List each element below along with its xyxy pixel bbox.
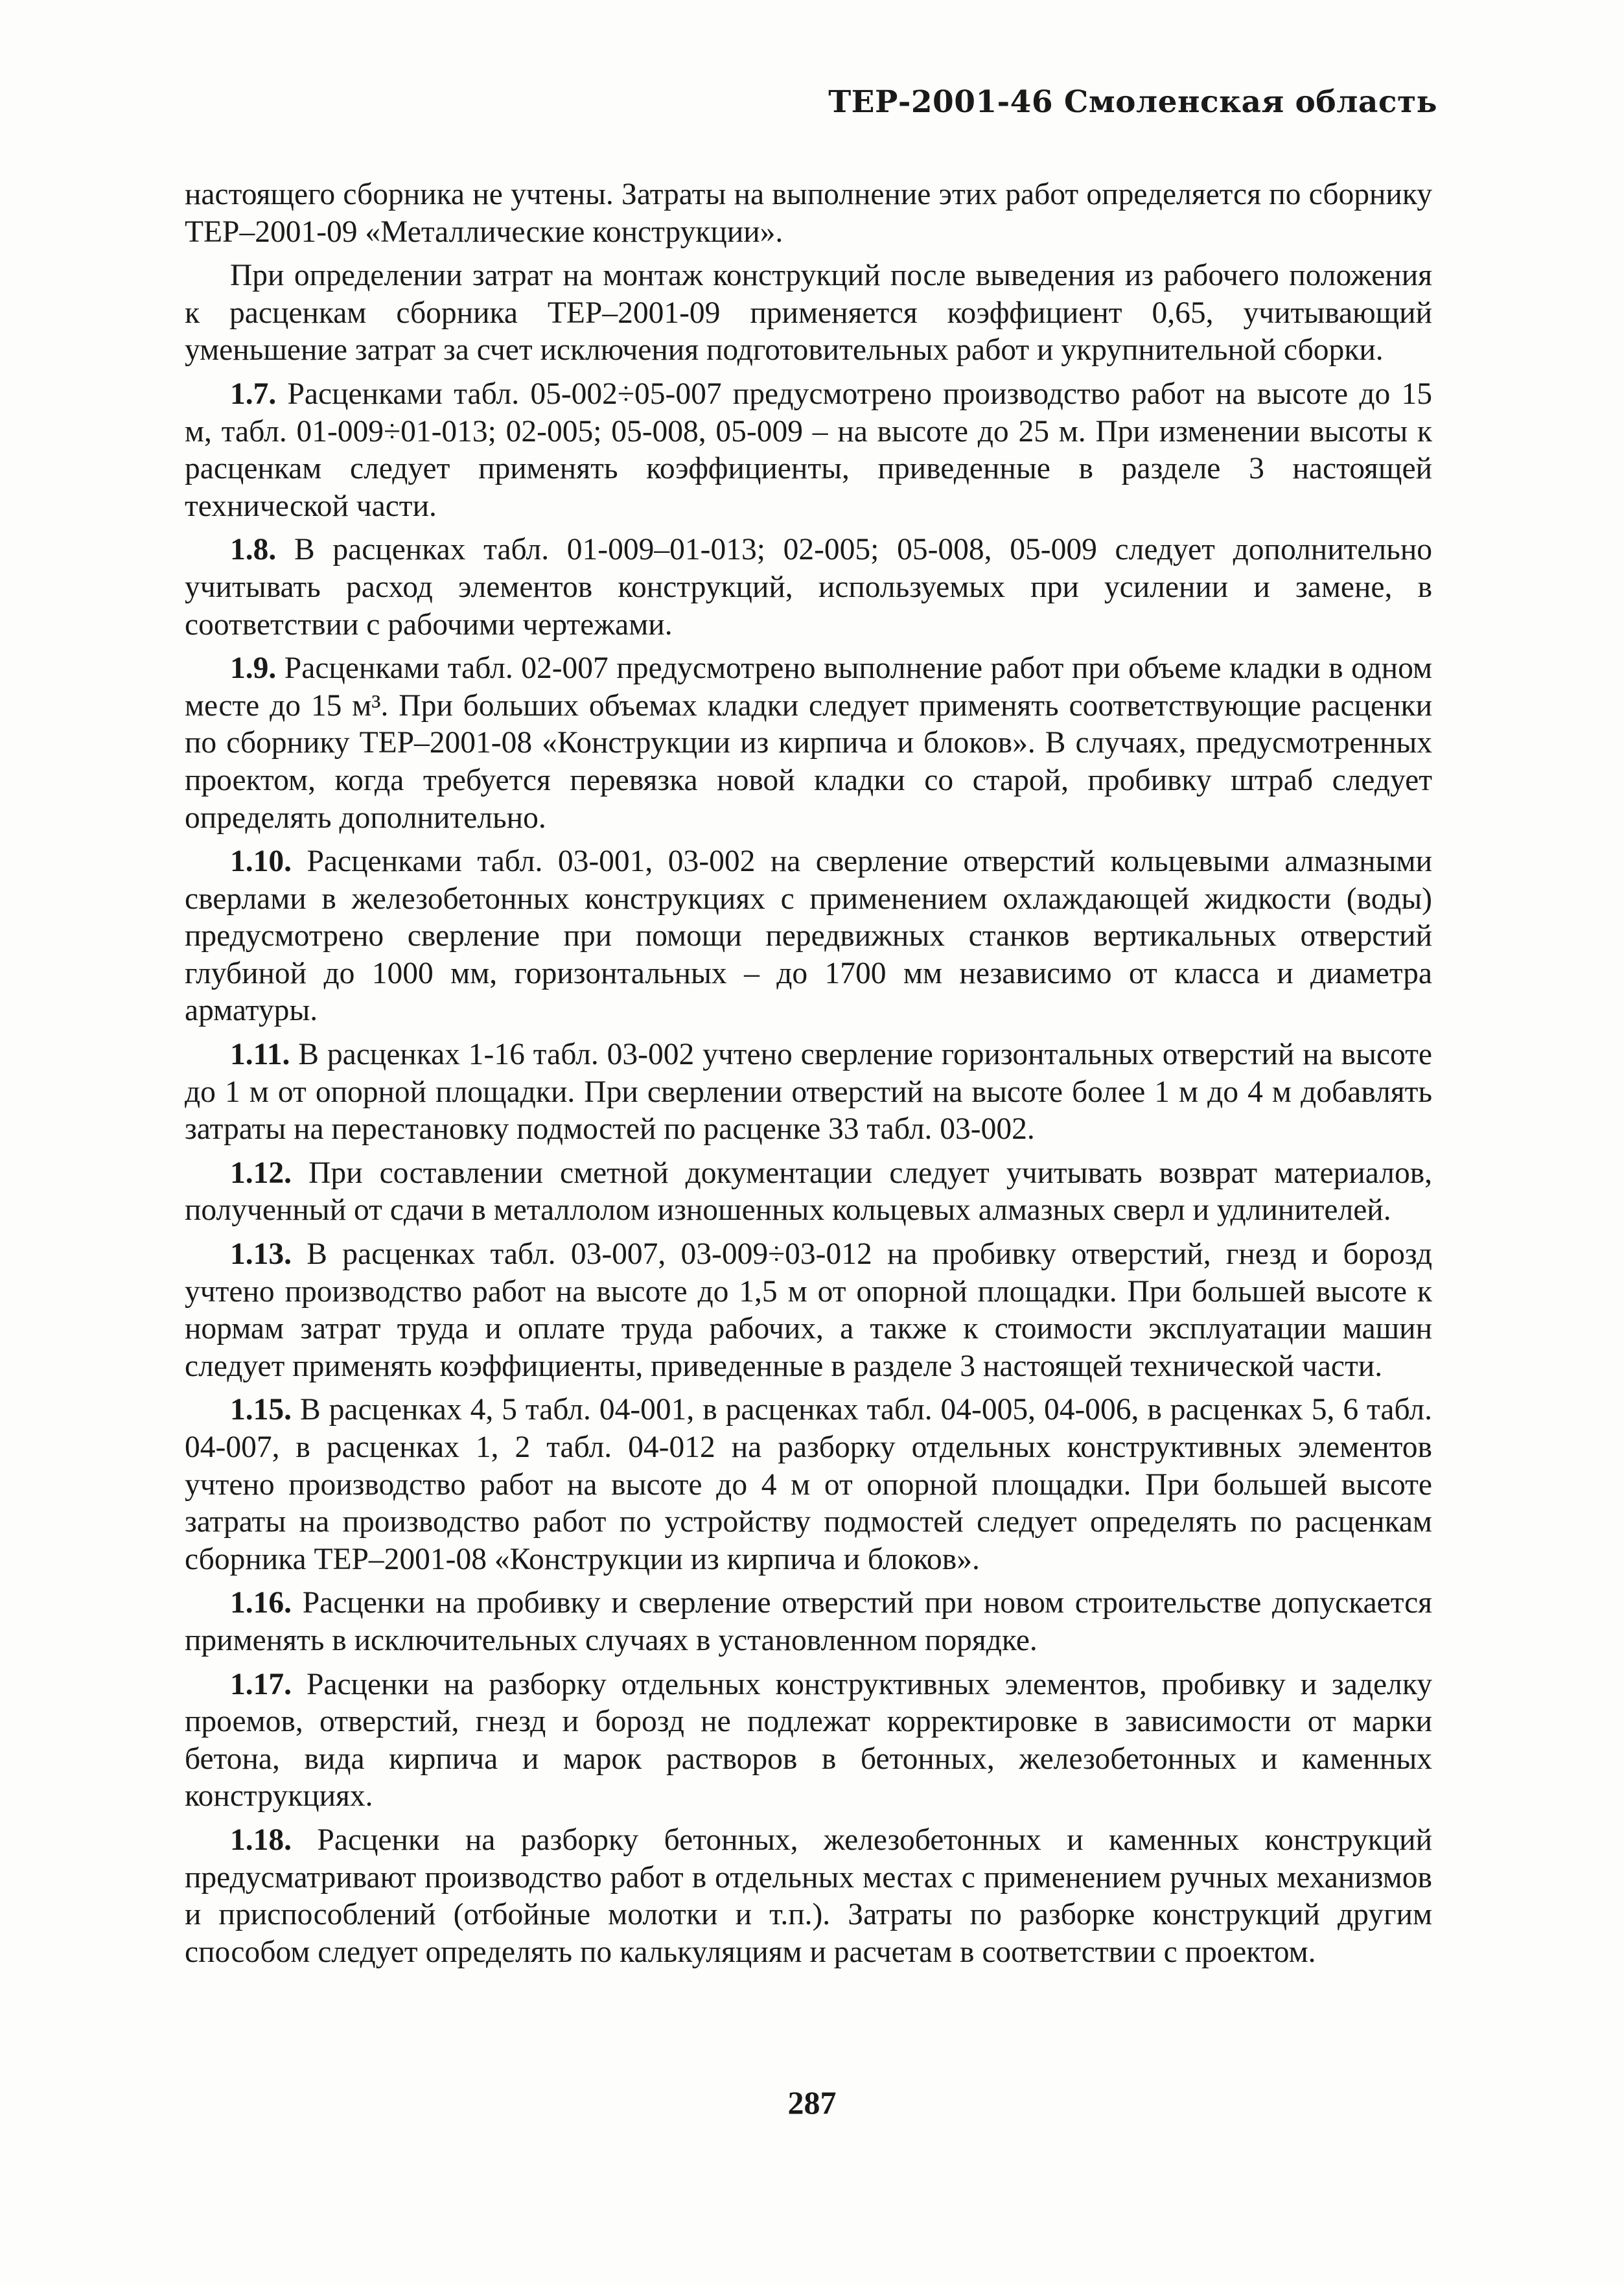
paragraph-1-9: [185, 650, 1432, 837]
paragraph-1-7: [185, 376, 1432, 525]
paragraph-1-13: [185, 1236, 1432, 1385]
paragraph-number: 1.16.: [230, 1586, 292, 1620]
paragraph-text: При составлении сметной документации следует учитывать возврат материалов, полученный от сдачи в металлолом изношенных кольцевых алмазных сверл и удлинителей.: [185, 1156, 1433, 1228]
paragraph-1-16: [185, 1585, 1432, 1659]
paragraph-text: В расценках табл. 01-009–01-013; 02-005; 05-008, 05-009 следует дополнительно учитывать расход элементов конструкций, используемых при усилении и замене, в соответствии с рабочими чертежами.: [185, 533, 1433, 642]
paragraph-text: Расценки на разборку отдельных конструктивных элементов, пробивку и заделку проемов, отверстий, гнезд и борозд не подлежат корректировке в зависимости от марки бетона, вида кирпича и марок растворов в бетонных, железобетонных и каменных конструкциях.: [185, 1667, 1433, 1813]
paragraph-1-17: [185, 1666, 1432, 1815]
paragraph-number: 1.17.: [230, 1667, 292, 1701]
paragraph-text: В расценках 4, 5 табл. 04-001, в расценках табл. 04-005, 04-006, в расценках 5, 6 табл. 04-007, в расценках 1, 2 табл. 04-012 на разборку отдельных конструктивных элементов учтено производство работ на высоте до 4 м от опорной площадки. При большей высоте затраты на производство работ по устройству подмостей следует определять по расценкам сборника ТЕР–2001-08 «Конструкции из кирпича и блоков».: [185, 1393, 1433, 1576]
paragraph-number: 1.9.: [230, 651, 277, 686]
page-number: 287: [787, 2084, 837, 2121]
paragraph-number: 1.11.: [230, 1038, 290, 1072]
paragraph-number: 1.18.: [230, 1823, 292, 1857]
paragraph-text: В расценках табл. 03-007, 03-009÷03-012 на пробивку отверстий, гнезд и борозд учтено производство работ на высоте до 1,5 м от опорной площадки. При большей высоте к нормам затрат труда и оплате труда рабочих, а также к стоимости эксплуатации машин следует применять коэффициенты, приведенные в разделе 3 настоящей технической части.: [185, 1237, 1432, 1383]
paragraph-text: Расценками табл. 05-002÷05-007 предусмотрено производство работ на высоте до 15 м, табл. 01-009÷01-013; 02-005; 05-008, 05-009 – на высоте до 25 м. При изменении высоты к расценкам следует применять коэффициенты, приведенные в разделе 3 настоящей технической части.: [185, 377, 1432, 523]
body-text: [185, 176, 1432, 1977]
paragraph-number: 1.8.: [230, 533, 277, 567]
paragraph-number: 1.15.: [230, 1393, 292, 1427]
paragraph-1-10: [185, 843, 1432, 1030]
paragraph-1-15: [185, 1392, 1432, 1578]
paragraph-text: Расценками табл. 02-007 предусмотрено выполнение работ при объеме кладки в одном месте до 15 м³. При больших объемах кладки следует применять соответствующие расценки по сборнику ТЕР–2001-08 «Конструкции из кирпича и блоков». В случаях, предусмотренных проектом, когда требуется перевязка новой кладки со старой, пробивку штраб следует определять дополнительно.: [185, 651, 1433, 835]
paragraph-number: 1.12.: [230, 1156, 292, 1190]
paragraph-continuation: [185, 176, 1432, 251]
paragraph-1-18: [185, 1822, 1432, 1971]
paragraph-number: 1.13.: [230, 1237, 292, 1272]
paragraph-number: 1.10.: [230, 845, 292, 879]
paragraph-text: настоящего сборника не учтены. Затраты на выполнение этих работ определяется по сборнику ТЕР–2001-09 «Металлические конструкции».: [185, 178, 1432, 249]
paragraph-text: При определении затрат на монтаж конструкций после выведения из рабочего положения к расценкам сборника ТЕР–2001-09 применяется коэффициент 0,65, учитывающий уменьшение затрат за счет исключения подготовительных работ и укрупнительной сборки.: [185, 259, 1432, 367]
paragraph-number: 1.7.: [230, 377, 277, 411]
paragraph: [185, 257, 1432, 369]
paragraph-1-8: [185, 531, 1432, 644]
paragraph-text: Расценки на разборку бетонных, железобетонных и каменных конструкций предусматривают производство работ в отдельных местах с применением ручных механизмов и приспособлений (отбойные молотки и т.п.). Затраты по разборке конструкций другим способом следует определять по калькуляциям и расчетам в соответствии с проектом.: [185, 1823, 1433, 1969]
paragraph-text: В расценках 1-16 табл. 03-002 учтено сверление горизонтальных отверстий на высоте до 1 м от опорной площадки. При сверлении отверстий на высоте более 1 м до 4 м добавлять затраты на перестановку подмостей по расценке 33 табл. 03-002.: [185, 1038, 1433, 1147]
paragraph-text: Расценки на пробивку и сверление отверстий при новом строительстве допускается применять в исключительных случаях в установленном порядке.: [185, 1586, 1433, 1657]
paragraph-text: Расценками табл. 03-001, 03-002 на сверление отверстий кольцевыми алмазными сверлами в железобетонных конструкциях с применением охлаждающей жидкости (воды) предусмотрено сверление при помощи передвижных станков вертикальных отверстий глубиной до 1000 мм, горизонтальных – до 1700 мм независимо от класса и диаметра арматуры.: [185, 845, 1432, 1028]
running-header: ТЕР-2001-46 Смоленская область: [828, 84, 1437, 120]
paragraph-1-11: [185, 1036, 1432, 1148]
paragraph-1-12: [185, 1155, 1432, 1229]
